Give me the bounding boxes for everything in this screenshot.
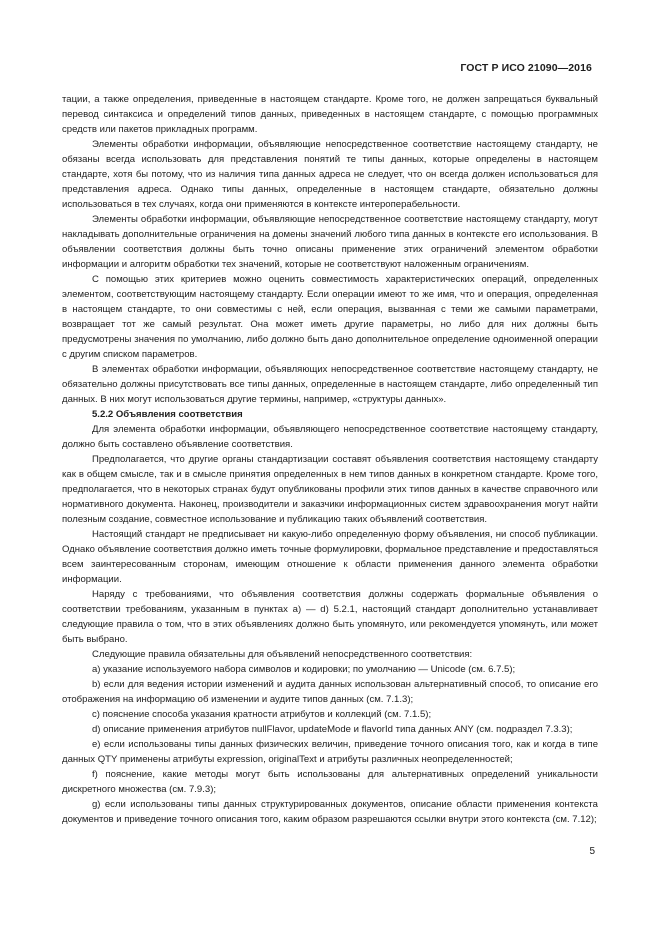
list-item: d) описание применения атрибутов nullFlavor, updateMode и flavorId типа данных ANY (см. подраздел 7.3.3); xyxy=(92,724,573,735)
section-heading: 5.2.2 Объявления соответствия xyxy=(92,409,243,420)
paragraph: Элементы обработки информации, объявляющие непосредственное соответствие настоящему стандарту, не обязаны всегда использовать для представления понятий те типы данных, которые определены в настоящем стандарте, хотя бы потому, что из наличия типа данных адреса не следует, что он всегда должен использоваться для представления адреса. Однако типы данных, определенные в настоящем стандарте, обязательно должны использоваться в тех случаях, когда они применяются в контексте интероперабельности. xyxy=(62,139,598,210)
list-item: f) пояснение, какие методы могут быть использованы для альтернативных определений уникальности дискретного множества (см. 7.9.3); xyxy=(62,769,598,795)
list-item: g) если использованы типы данных структурированных документов, описание области применения контекста документов и приведение точного описания того, каким образом разрешаются ссылки внутри этого контекста (см. 7.12); xyxy=(62,799,598,825)
paragraph: Элементы обработки информации, объявляющие непосредственное соответствие настоящему стандарту, могут накладывать дополнительные ограничения на домены значений любого типа данных в контексте его использования. В объявлении соответствия должны быть точно описаны применение этих ограничений элементом обработки информации и алгоритм обработки тех значений, которые не соответствуют наложенным ограничениям. xyxy=(62,214,598,270)
list-item: a) указание используемого набора символов и кодировки; по умолчанию — Unicode (см. 6.7.5); xyxy=(92,664,516,675)
paragraph: Предполагается, что другие органы стандартизации составят объявления соответствия настоящему стандарту как в общем смысле, так и в смысле принятия определенных в нем типов данных в конкретном стандарте. Кроме того, предполагается, что в некоторых странах будут опубликованы профили этих типов данных в качестве справочного или нормативного документа. Наконец, производители и заказчики информационных систем здравоохранения могут найти полезным создание, совместное использование и публикацию таких объявлений соответствия. xyxy=(62,454,598,525)
list-item: c) пояснение способа указания кратности атрибутов и коллекций (см. 7.1.5); xyxy=(92,709,432,720)
paragraph: Наряду с требованиями, что объявления соответствия должны содержать формальные объявления о соответствии требованиям, указанным в пунктах a) — d) 5.2.1, настоящий стандарт дополнительно устанавливает следующие правила о том, что в этих объявлениях должно быть упомянуто, или рекомендуется упомянуть, или может быть выбрано. xyxy=(62,589,598,645)
list-item: e) если использованы типы данных физических величин, приведение точного описания того, как и когда в типе данных QTY применены атрибуты expression, originalText и атрибуты различных неопределенностей; xyxy=(62,739,598,765)
page-body xyxy=(62,92,598,827)
paragraph: Для элемента обработки информации, объявляющего непосредственное соответствие настоящему стандарту, должно быть составлено объявление соответствия. xyxy=(62,424,598,450)
paragraph: С помощью этих критериев можно оценить совместимость характеристических операций, определенных элементом, соответствующим настоящему стандарту. Если операции имеют то же имя, что и операция, определенная в настоящем стандарте, то они совместимы с ней, если операция, вызванная с теми же самыми параметрами, возвращает тот же самый результат. Она может иметь другие параметры, но либо для них должны быть предусмотрены значения по умолчанию, либо должно быть дано дополнительное определение одноименной операции с другим списком параметров. xyxy=(62,274,598,360)
paragraph: В элементах обработки информации, объявляющих непосредственное соответствие настоящему стандарту, не обязательно должны присутствовать все типы данных, определенные в настоящем стандарте, либо определенный тип данных. В них могут использоваться другие термины, например, «структуры данных». xyxy=(62,364,598,405)
page-number: 5 xyxy=(589,846,595,857)
paragraph: тации, а также определения, приведенные в настоящем стандарте. Кроме того, не должен запрещаться буквальный перевод синтаксиса и определений типов данных, приведенных в настоящем стандарте, с помощью программных средств или пакетов прикладных программ. xyxy=(62,94,598,135)
list-item: b) если для ведения истории изменений и аудита данных использован альтернативный способ, то описание его отображения на информацию об изменении и аудите типов данных (см. 7.1.3); xyxy=(62,679,598,705)
paragraph: Следующие правила обязательны для объявлений непосредственного соответствия: xyxy=(92,649,473,660)
paragraph: Настоящий стандарт не предписывает ни какую-либо определенную форму объявления, ни способ публикации. Однако объявление соответствия должно иметь точные формулировки, формальное представление и предоставляться всем заинтересованным сторонам, имеющим отношение к области применения данного элемента обработки информации. xyxy=(62,529,598,585)
document-code-header: ГОСТ Р ИСО 21090—2016 xyxy=(460,62,592,74)
